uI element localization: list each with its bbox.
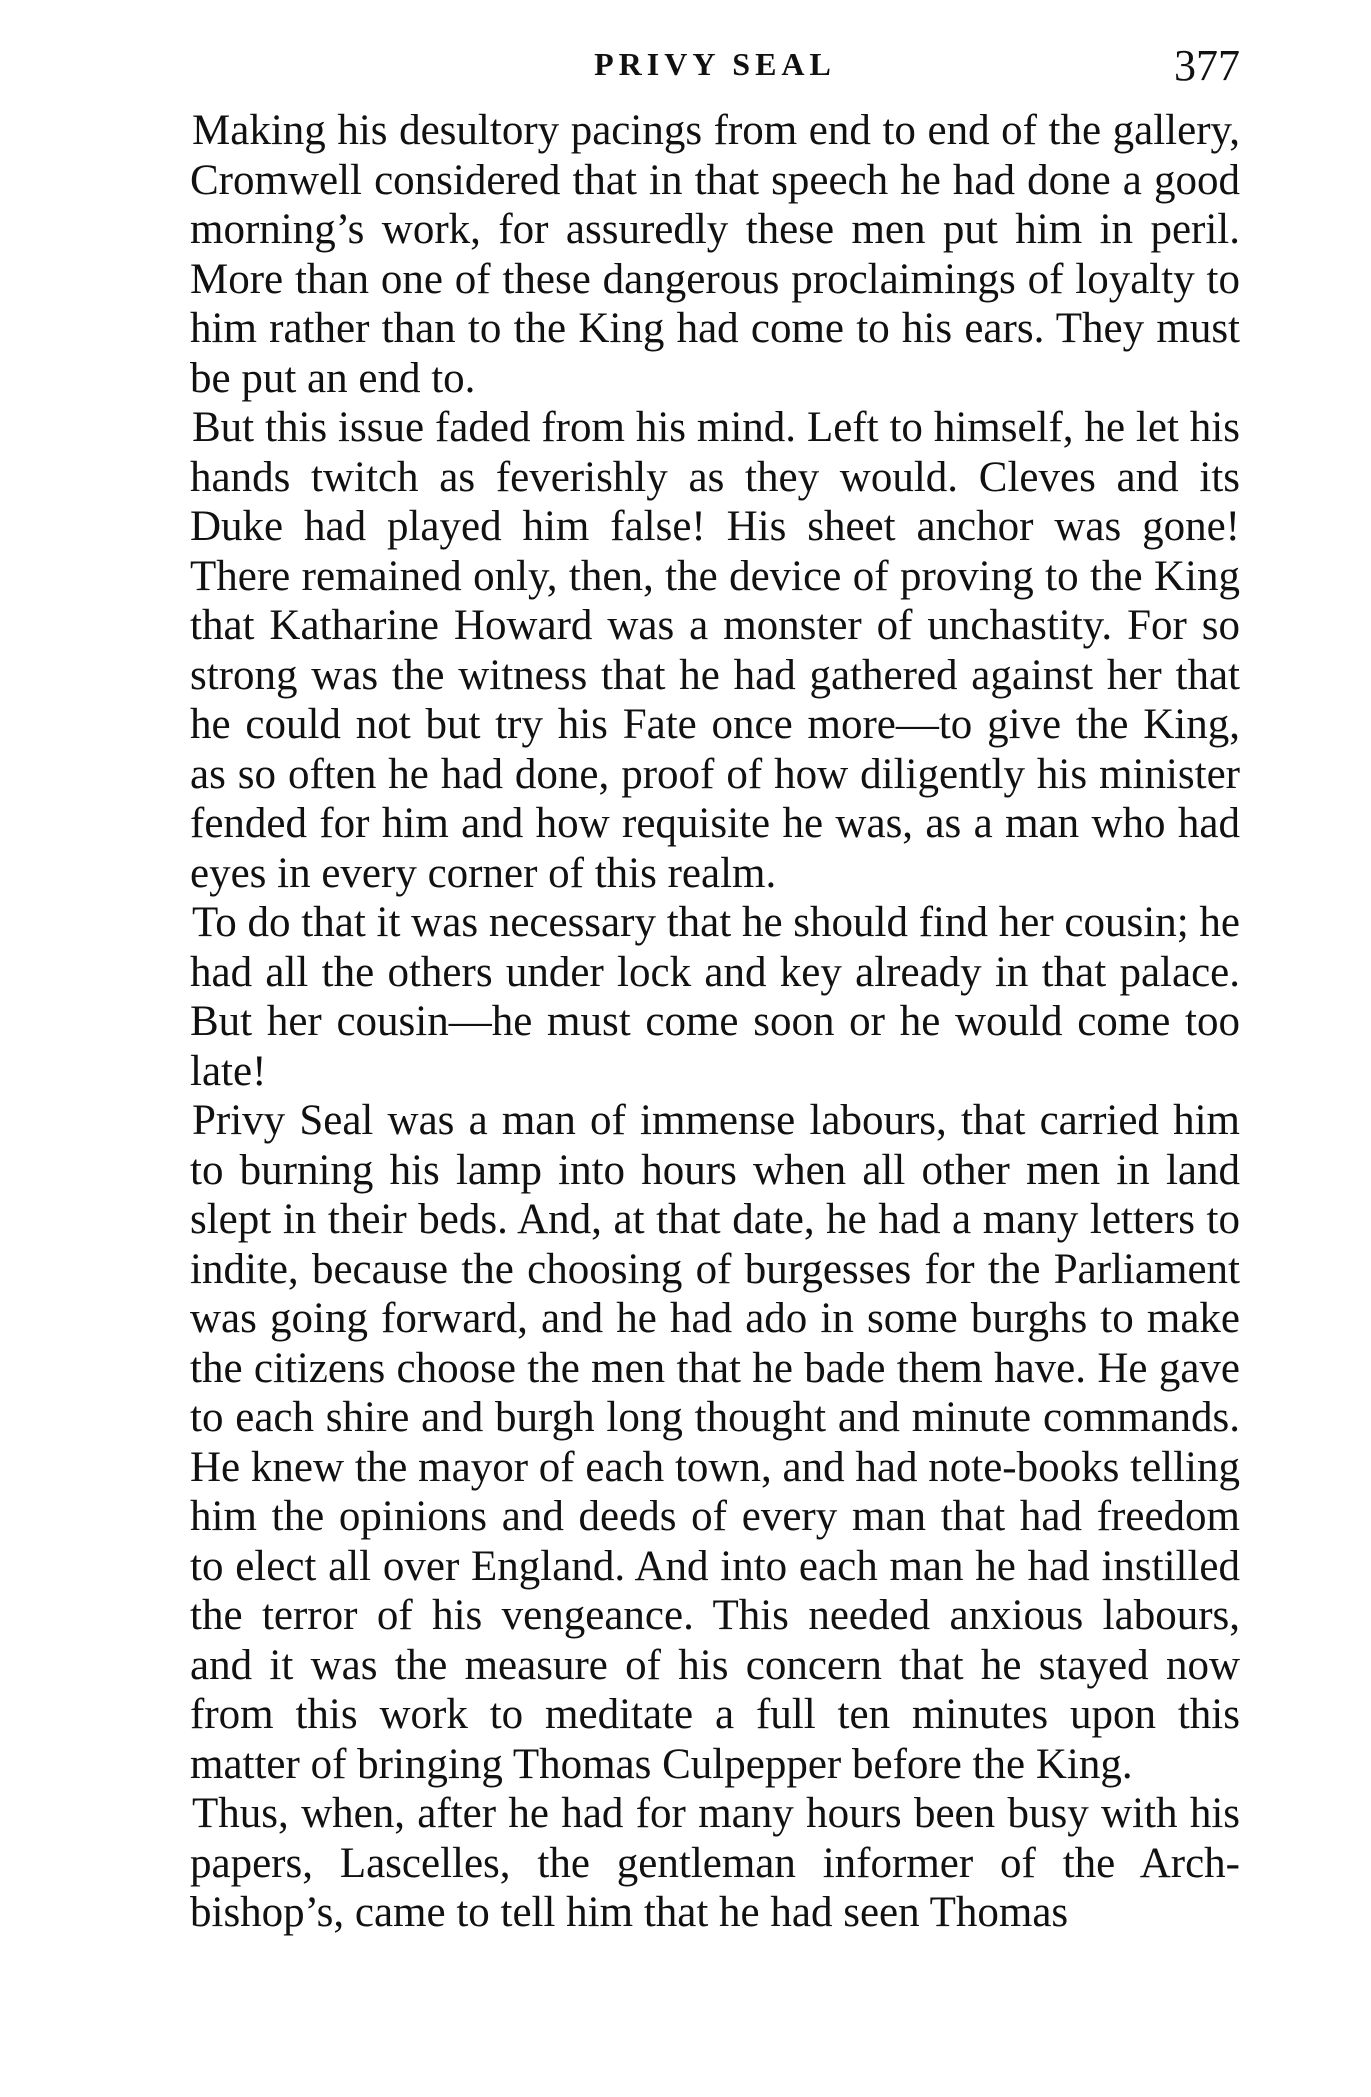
- body-text: [190, 106, 1240, 1938]
- running-head: [190, 40, 1240, 100]
- paragraph-5: Thus, when, after he had for many hours been busy with his papers, Lascelles, the gentleman informer of the Archbishop’s, came to tell him that he had seen Thomas: [190, 1790, 1240, 1936]
- paragraph-4: Privy Seal was a man of immense labours, that carried him to burning his lamp into hours when all other men in land slept in their beds. And, at that date, he had a many letters to indite, because the choosing of burgesses for the Parliament was going forward, and he had ado in some burghs to make the citizens choose the men that he bade them have. He gave to each shire and burgh long thought and minute commands. He knew the mayor of each town, and had note-books telling him the opinions and deeds of every man that had freedom to elect all over England. And into each man he had instilled the terror of his vengeance. This needed anxious labours, and it was the measure of his concern that he stayed now from this work to meditate a full ten minutes upon this matter of bringing Thomas Culpepper before the King.: [190, 1097, 1240, 1788]
- running-title: PRIVY SEAL: [594, 46, 836, 82]
- paragraph-1: Making his desultory pacings from end to end of the gallery, Cromwell considered that in that speech he had done a good morning’s work, for assuredly these men put him in peril. More than one of these dangerous proclaimings of loyalty to him rather than to the King had come to his ears. They must be put an end to.: [190, 107, 1240, 402]
- paragraph-3: To do that it was necessary that he should find her cousin; he had all the others under lock and key already in that palace. But her cousin—he must come soon or he would come too late!: [190, 899, 1240, 1095]
- page-number: 377: [1174, 41, 1240, 90]
- paragraph-2: But this issue faded from his mind. Left to himself, he let his hands twitch as feverishly as they would. Cleves and its Duke had played him false! His sheet anchor was gone! There remained only, then, the device of proving to the King that Katharine Howard was a monster of unchastity. For so strong was the witness that he had gathered against her that he could not but try his Fate once more—to give the King, as so often he had done, proof of how diligently his minister fended for him and how requisite he was, as a man who had eyes in every corner of this realm.: [190, 404, 1240, 897]
